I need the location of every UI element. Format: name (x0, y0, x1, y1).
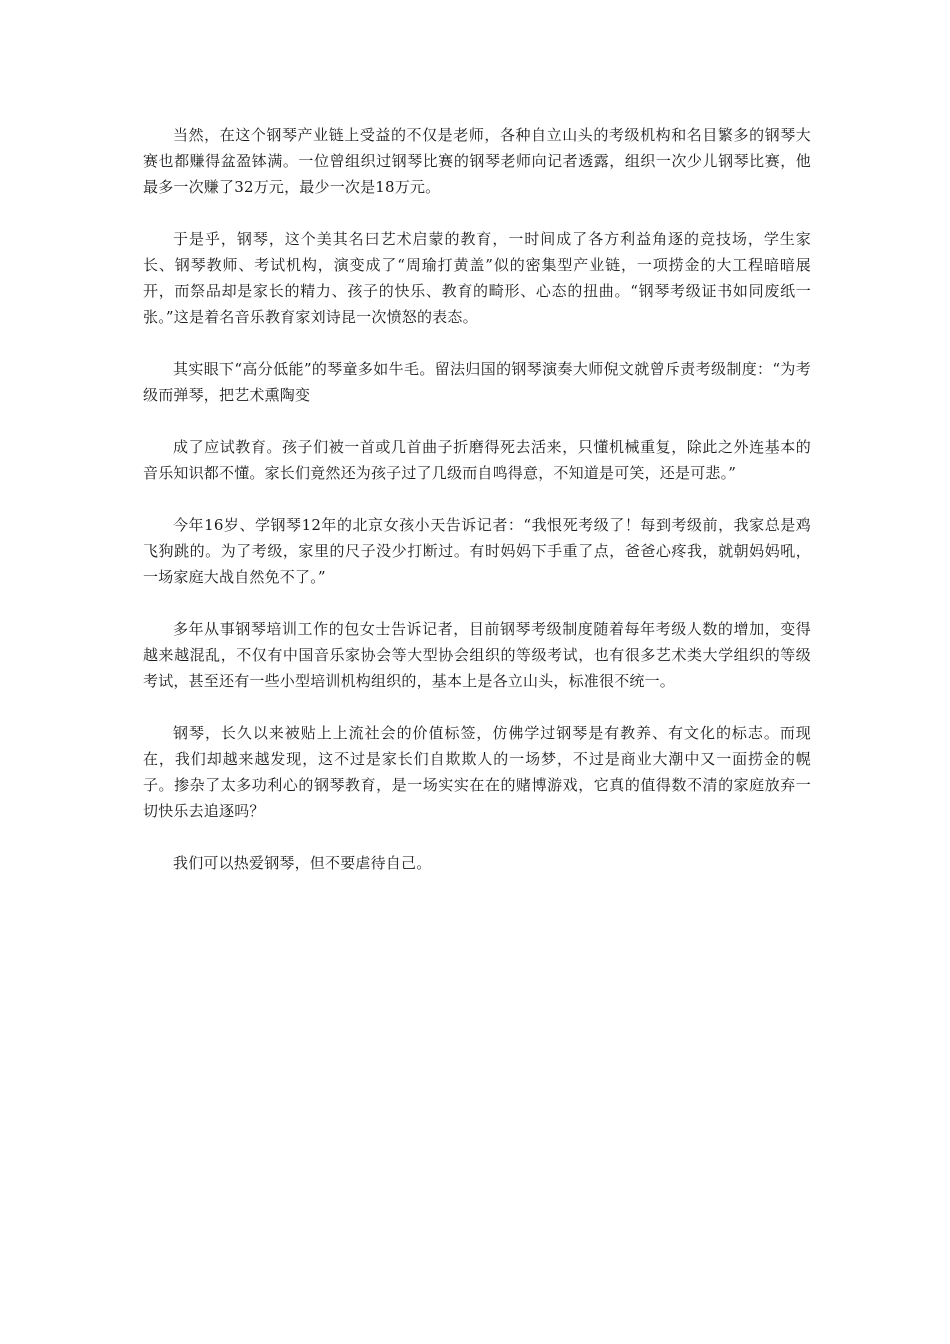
paragraph-8: 我们可以热爱钢琴，但不要虐待自己。 (173, 854, 432, 872)
paragraph-1: 当然，在这个钢琴产业链上受益的不仅是老师，各种自立山头的考级机构和名目繁多的钢琴大赛也都赚得盆盈钵满。一位曾组织过钢琴比赛的钢琴老师向记者透露，组织一次少儿钢琴比赛，他最多一次赚了32万元，最少一次是18万元。 (143, 126, 811, 196)
paragraph-5: 今年16岁、学钢琴12年的北京女孩小天告诉记者：“我恨死考级了！每到考级前，我家总是鸡飞狗跳的。为了考级，家里的尺子没少打断过。有时妈妈下手重了点，爸爸心疼我，就朝妈妈吼，一场家庭大战自然免不了。” (143, 516, 811, 586)
paragraph-6: 多年从事钢琴培训工作的包女士告诉记者，目前钢琴考级制度随着每年考级人数的增加，变得越来越混乱，不仅有中国音乐家协会等大型协会组织的等级考试，也有很多艺术类大学组织的等级考试，甚至还有一些小型培训机构组织的，基本上是各立山头，标准很不统一。 (143, 620, 811, 690)
paragraph-4: 成了应试教育。孩子们被一首或几首曲子折磨得死去活来，只懂机械重复，除此之外连基本的音乐知识都不懂。家长们竟然还为孩子过了几级而自鸣得意，不知道是可笑，还是可悲。” (143, 438, 811, 482)
paragraph-7: 钢琴，长久以来被贴上上流社会的价值标签，仿佛学过钢琴是有教养、有文化的标志。而现在，我们却越来越发现，这不过是家长们自欺欺人的一场梦，不过是商业大潮中又一面捞金的幌子。掺杂了太多功利心的钢琴教育，是一场实实在在的赌博游戏，它真的值得数不清的家庭放弃一切快乐去追逐吗？ (143, 724, 811, 820)
article-body (143, 122, 811, 902)
paragraph-2: 于是乎，钢琴，这个美其名曰艺术启蒙的教育，一时间成了各方利益角逐的竞技场，学生家长、钢琴教师、考试机构，演变成了“周瑜打黄盖”似的密集型产业链，一项捞金的大工程暗暗展开，而祭品却是家长的精力、孩子的快乐、教育的畸形、心态的扭曲。“钢琴考级证书如同废纸一张。”这是着名音乐教育家刘诗昆一次愤怒的表态。 (143, 230, 811, 326)
paragraph-3: 其实眼下“高分低能”的琴童多如牛毛。留法归国的钢琴演奏大师倪文就曾斥责考级制度：“为考级而弹琴，把艺术熏陶变 (143, 360, 811, 404)
